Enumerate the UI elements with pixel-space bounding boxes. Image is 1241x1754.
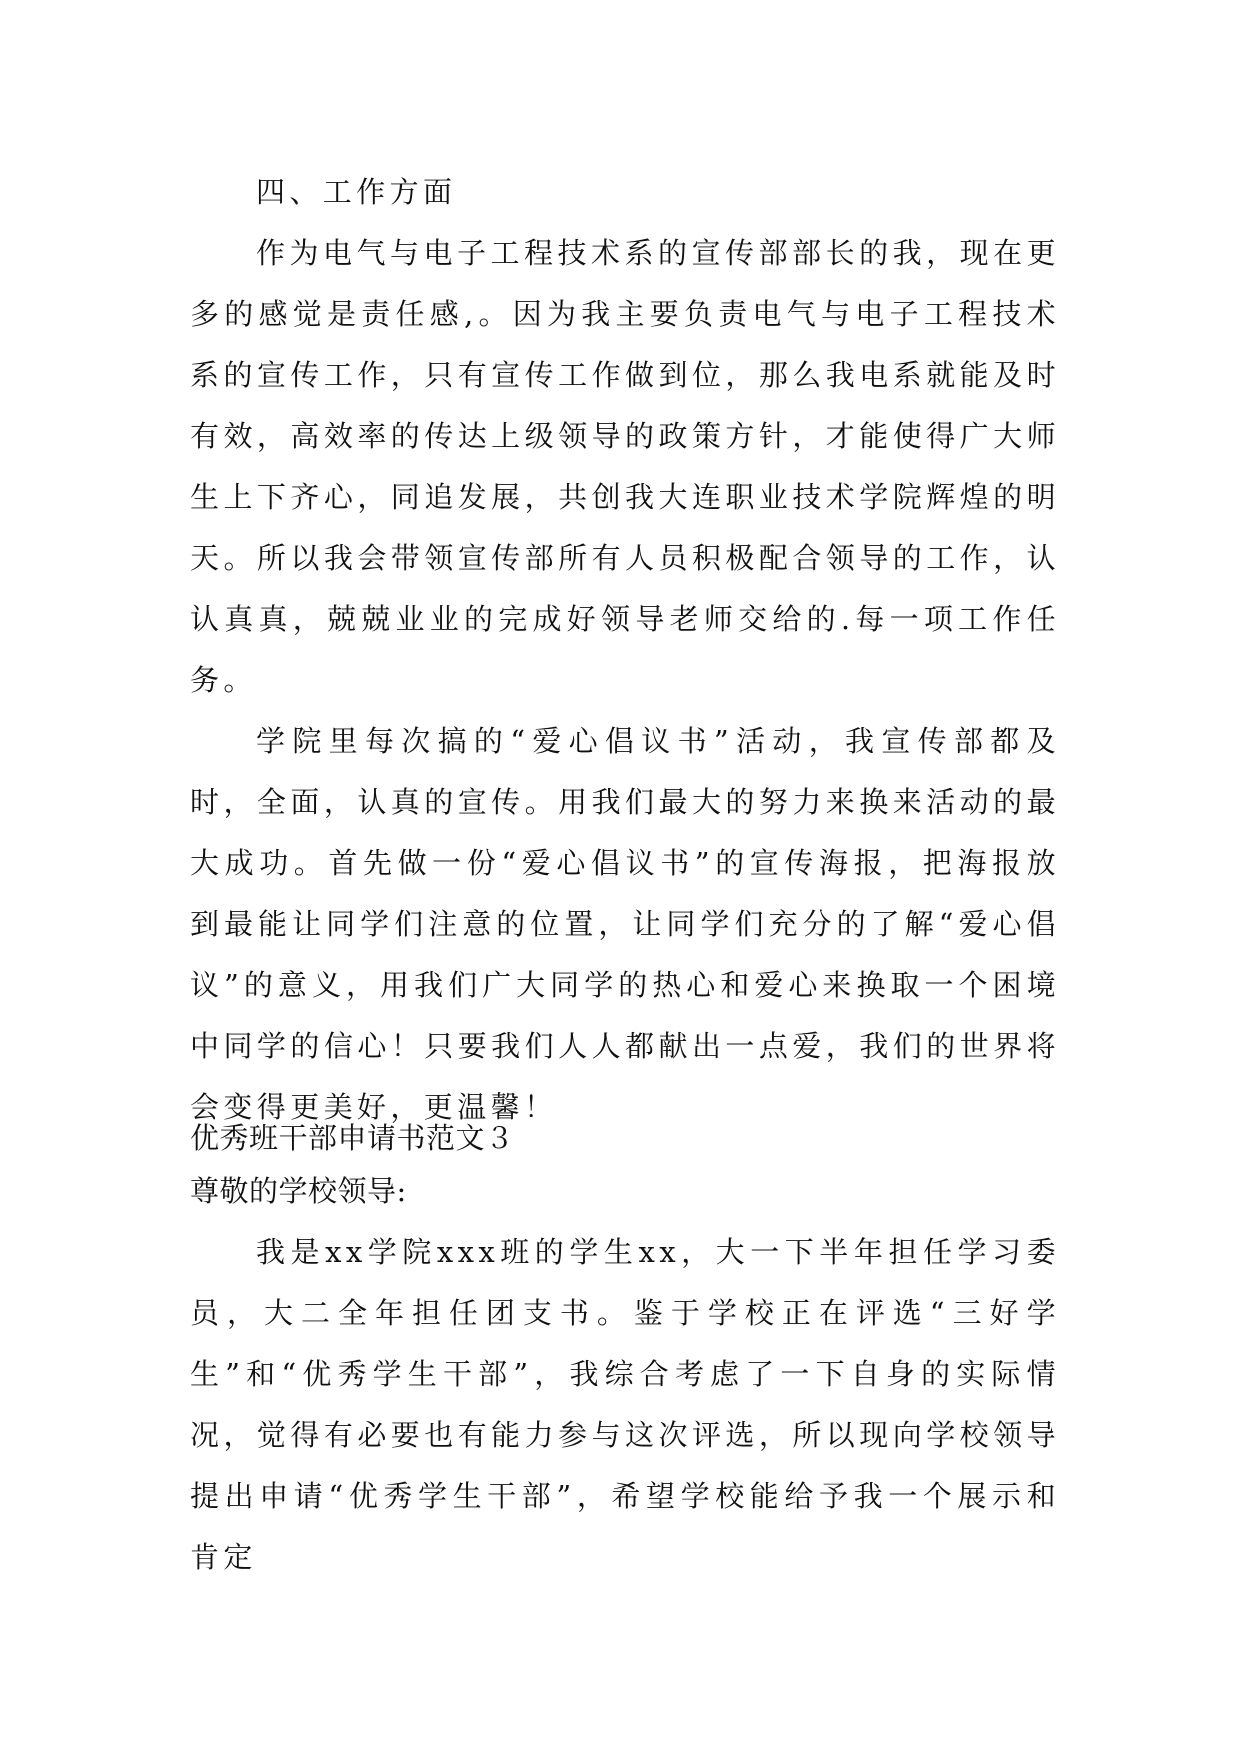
paragraph-responsibility: 作为电气与电子工程技术系的宣传部部长的我，现在更多的感觉是责任感,。因为我主要负责电气与电子工程技术系的宣传工作，只有宣传工作做到位，那么我电系就能及时有效，高效率的传达上级领导的政策方针，才能使得广大师生上下齐心，同追发展，共创我大连职业技术学院辉煌的明天。所以我会带领宣传部所有人员积极配合领导的工作，认认真真，兢兢业业的完成好领导老师交给的.每一项工作任务。 [190, 236, 1060, 697]
paragraph-application: 我是xx学院xxx班的学生xx，大一下半年担任学习委员，大二全年担任团支书。鉴于学校正在评选“三好学生”和“优秀学生干部”，我综合考虑了一下自身的实际情况，觉得有必要也有能力参与这次评选，所以现向学校领导提出申请“优秀学生干部”，希望学校能给予我一个展示和肯定 [190, 1235, 1060, 1574]
paragraph-love-proposal: 学院里每次搞的“爱心倡议书”活动，我宣传部都及时，全面，认真的宣传。用我们最大的努力来换来活动的最大成功。首先做一份“爱心倡议书”的宣传海报，把海报放到最能让同学们注意的位置，让同学们充分的了解“爱心倡议”的意义，用我们广大同学的热心和爱心来换取一个困境中同学的信心！只要我们人人都献出一点爱，我们的世界将会变得更美好，更温馨！ [190, 724, 1060, 1124]
sample-letter-section [190, 1118, 1060, 1588]
letter-title: 优秀班干部申请书范文３ [190, 1121, 515, 1155]
section-heading: 四、工作方面 [256, 175, 457, 209]
work-section [190, 162, 1060, 1138]
letter-salutation: 尊敬的学校领导: [190, 1174, 407, 1208]
